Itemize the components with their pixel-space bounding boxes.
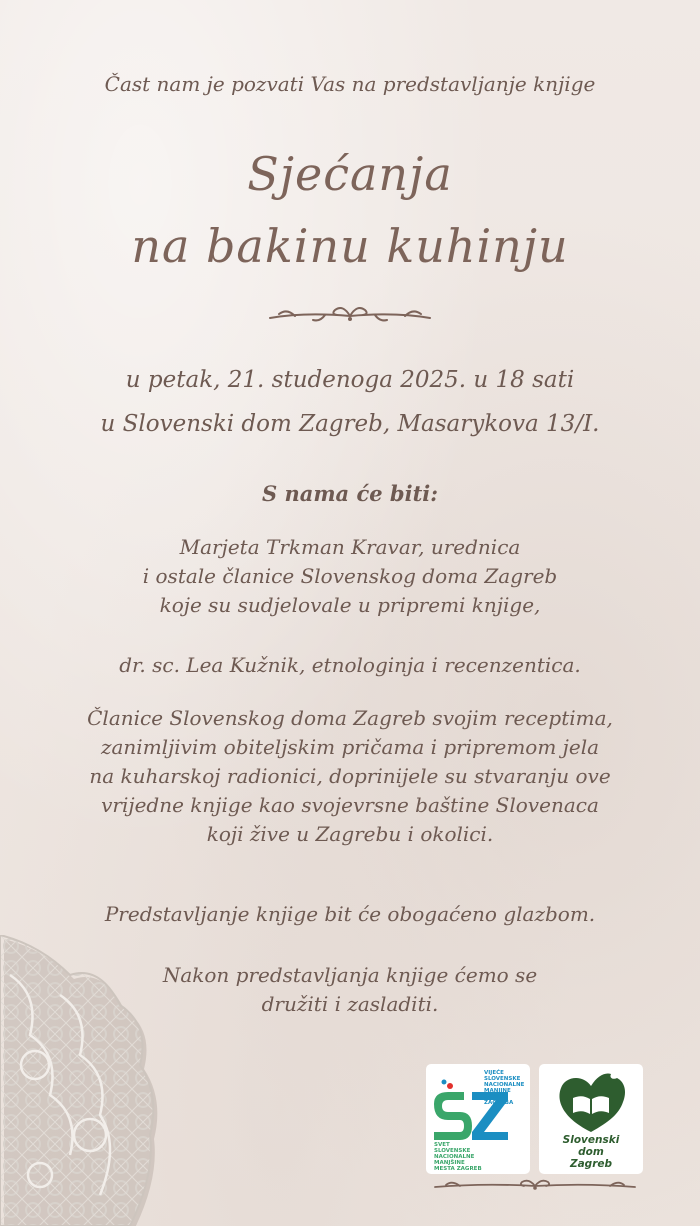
lace-doily-decoration [0, 935, 160, 1226]
text-line: Članice Slovenskog doma Zagreb svojim receptima, [87, 706, 613, 730]
description-paragraph [0, 704, 700, 849]
music-note: Predstavljanje knjige bit će obogaćeno glazbom. [104, 902, 596, 926]
bottom-flourish-ornament [430, 1176, 640, 1194]
text-line: koje su sudjelovale u pripremi knjige, [159, 593, 541, 617]
book-title [0, 138, 700, 282]
participants-reviewer: dr. sc. Lea Kužnik, etnologinja i recenzentica. [119, 653, 581, 677]
flourish-ornament [265, 300, 435, 328]
szs-logo [426, 1064, 530, 1174]
intro-text: Čast nam je pozvati Vas na predstavljanje knjige [104, 72, 596, 96]
participants-editor [0, 533, 700, 620]
szs-text-bottom: SVET SLOVENSKE NACIONALNE MANJŠINE MESTA ZAGREB [434, 1142, 482, 1172]
participants-heading: S nama će biti: [261, 481, 439, 506]
book-title-line-1: Sjećanja [247, 147, 453, 201]
text-line: vrijedne knjige kao svojevrsne baštine Slovenaca [101, 793, 599, 817]
book-title-line-2: na bakinu kuhinju [131, 219, 569, 273]
slovenski-dom-logo [539, 1064, 643, 1174]
heart-book-icon [539, 1068, 643, 1138]
event-date: u petak, 21. studenoga 2025. u 18 sati [125, 367, 575, 393]
text-line: Marjeta Trkman Kravar, urednica [179, 535, 521, 559]
slovenski-dom-text: Slovenski dom Zagreb [562, 1134, 620, 1170]
text-line: zanimljivim obiteljskim pričama i pripremom jela [100, 735, 600, 759]
event-venue: u Slovenski dom Zagreb, Masarykova 13/I. [100, 411, 600, 437]
text-line: koji žive u Zagrebu i okolici. [206, 822, 494, 846]
szs-text-top: VIJEĆE SLOVENSKE NACIONALNE MANJINE GRADA ZAGREBA [484, 1070, 525, 1106]
text-line: na kuharskoj radionici, doprinijele su stvaranju ove [89, 764, 611, 788]
text-line: i ostale članice Slovenskog doma Zagreb [142, 564, 558, 588]
text-line: Nakon predstavljanja knjige ćemo se [162, 963, 538, 987]
text-line: družiti i zasladiti. [261, 992, 439, 1016]
